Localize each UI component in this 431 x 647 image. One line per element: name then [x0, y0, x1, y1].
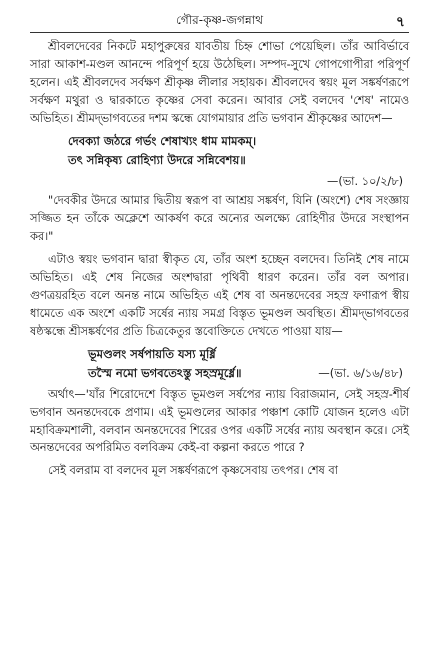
paragraph-2 [30, 192, 409, 246]
text-line: বল অপার। গুণত্রয়রহিত বলে অনন্ত নামে অভিহিত এই শেষ বা [30, 271, 410, 302]
paragraph-5 [30, 462, 409, 480]
verse-line: ভূমণ্ডলং সর্ষপায়তি যস্য মূর্ধ্নি [88, 346, 216, 361]
text-line: করেন। আবার সেই বলদেব 'শেষ' নামেও অভিহিত। শ্রীমদ্‌ভাগবতের দশম [30, 93, 410, 125]
page-number: ৭ [395, 14, 405, 30]
paragraph-3 [30, 251, 409, 341]
body-text [30, 38, 409, 480]
text-line: শ্রীবলদেবের নিকটে মহাপুরুষের যাবতীয় চিহ্ন শোভা পেয়েছিল। তাঁর [48, 40, 359, 53]
text-line: শ্রীবলদেব স্বয়ং মূল সঙ্কর্ষণরূপে সর্বক্ষণ মথুরা ও দ্বারকাতে কৃষ্ণের সেবা [30, 75, 409, 107]
text-line: অনন্তদেবের সহস্র ফণারূপ স্বীয় ধামেতে এক অংশে একটি সর্ষের ন্যায় সমগ্র [30, 288, 409, 320]
text-line: সেই বলরাম বা বলদেব মূল সঙ্কর্ষণরূপে কৃষ্ণসেবায় তৎপর। শেষ বা [48, 464, 338, 478]
text-line: (অংশে) শেষ সংজ্ঞায় সজ্জিত হন তাঁকে অক্লেশে আকর্ষণ করে অন্যের [30, 194, 410, 226]
verse-reference: —(ভা. ৬/১৬/৪৮) [318, 365, 403, 380]
running-title: গৌর-কৃষ্ণ-জগন্নাথ [176, 13, 263, 27]
text-line: ওপর একটি সর্ষের ন্যায় অবস্থান করে। সেই অনন্তদেবের অপরিমিত বলবিক্রম [30, 423, 409, 455]
text-line: আবির্ভাবে সারা আকাশ-মণ্ডল আনন্দে পরিপূর্ণ হয়ে উঠেছিল। সম্পদ-সুখে [30, 40, 409, 71]
text-line: কেই-বা কল্পনা করতে পারে ? [177, 441, 305, 455]
verse-reference: —(ভা. ১০/২/৮) [327, 174, 403, 188]
text-line: এটাও স্বয়ং ভগবান দ্বারা স্বীকৃত যে, তাঁর অংশ হচ্ছেন বলদেব। তিনিই [48, 253, 362, 267]
paragraph-4 [30, 386, 409, 458]
text-line: বিস্তৃত ভূমণ্ডল অবস্থিত। শ্রীমদ্‌ভাগবতের ষষ্ঠস্কন্ধে শ্রীসঙ্কর্ষণের প্রতি চিত্রকেতুর [30, 306, 409, 338]
text-line: অলক্ষ্যে রোহিণীর উদরে সংস্থাপন কর।" [30, 212, 410, 244]
verse-block-2 [30, 345, 409, 383]
verse-line [88, 364, 409, 383]
text-line: শেষ নামে অভিহিত। এই শেষ নিজের অংশদ্বারা পৃথিবী ধারণ করেন। তাঁর [30, 253, 409, 285]
verse-line: তৎ সন্নিকৃষ্য রোহিণ্যা উদরে সন্নিবেশয়॥ [68, 152, 246, 167]
verse-line: দেবক্যা জঠরে গর্ভং শেষাখ্যং ধাম মামকম্‌। [68, 133, 257, 148]
text-line: অর্থাৎ—'যাঁর শিরোদেশে বিস্তৃত ভূমণ্ডল সর্ষপের ন্যায় বিরাজমান, সেই [48, 387, 363, 401]
text-line: পঞ্চাশ কোটি যোজন হলেও এটা মহাবিক্রমশালী, বলবান অনন্তদেবের শিরের [30, 405, 410, 437]
text-line: "দেবকীর উদরে আমার দ্বিতীয় স্বরূপ বা আশ্রয় সঙ্কর্ষণ, যিনি [48, 194, 313, 208]
text-line: স্তবোক্তিতে দেখতে পাওয়া যায়— [194, 324, 343, 338]
text-line: সহস্র-শীর্ষ ভগবান অনন্তদেবকে প্রণাম। এই ভূমণ্ডলের আকার [30, 387, 409, 419]
text-line: গোপগোপীরা পরিপূর্ণ হলেন। এই শ্রীবলদেব সর্বক্ষণ শ্রীকৃষ্ণ লীলার সহায়ক। [30, 57, 410, 89]
verse-text: তস্মৈ নমো ভগবতেঽস্তু সহস্রমূর্ধ্নে॥ [88, 365, 242, 380]
verse-block-1 [30, 132, 409, 170]
paragraph-1 [30, 38, 409, 128]
page-header [30, 10, 409, 33]
text-line: স্কন্ধে যোগমায়ার প্রতি ভগবান শ্রীকৃষ্ণের আদেশ— [171, 111, 393, 125]
